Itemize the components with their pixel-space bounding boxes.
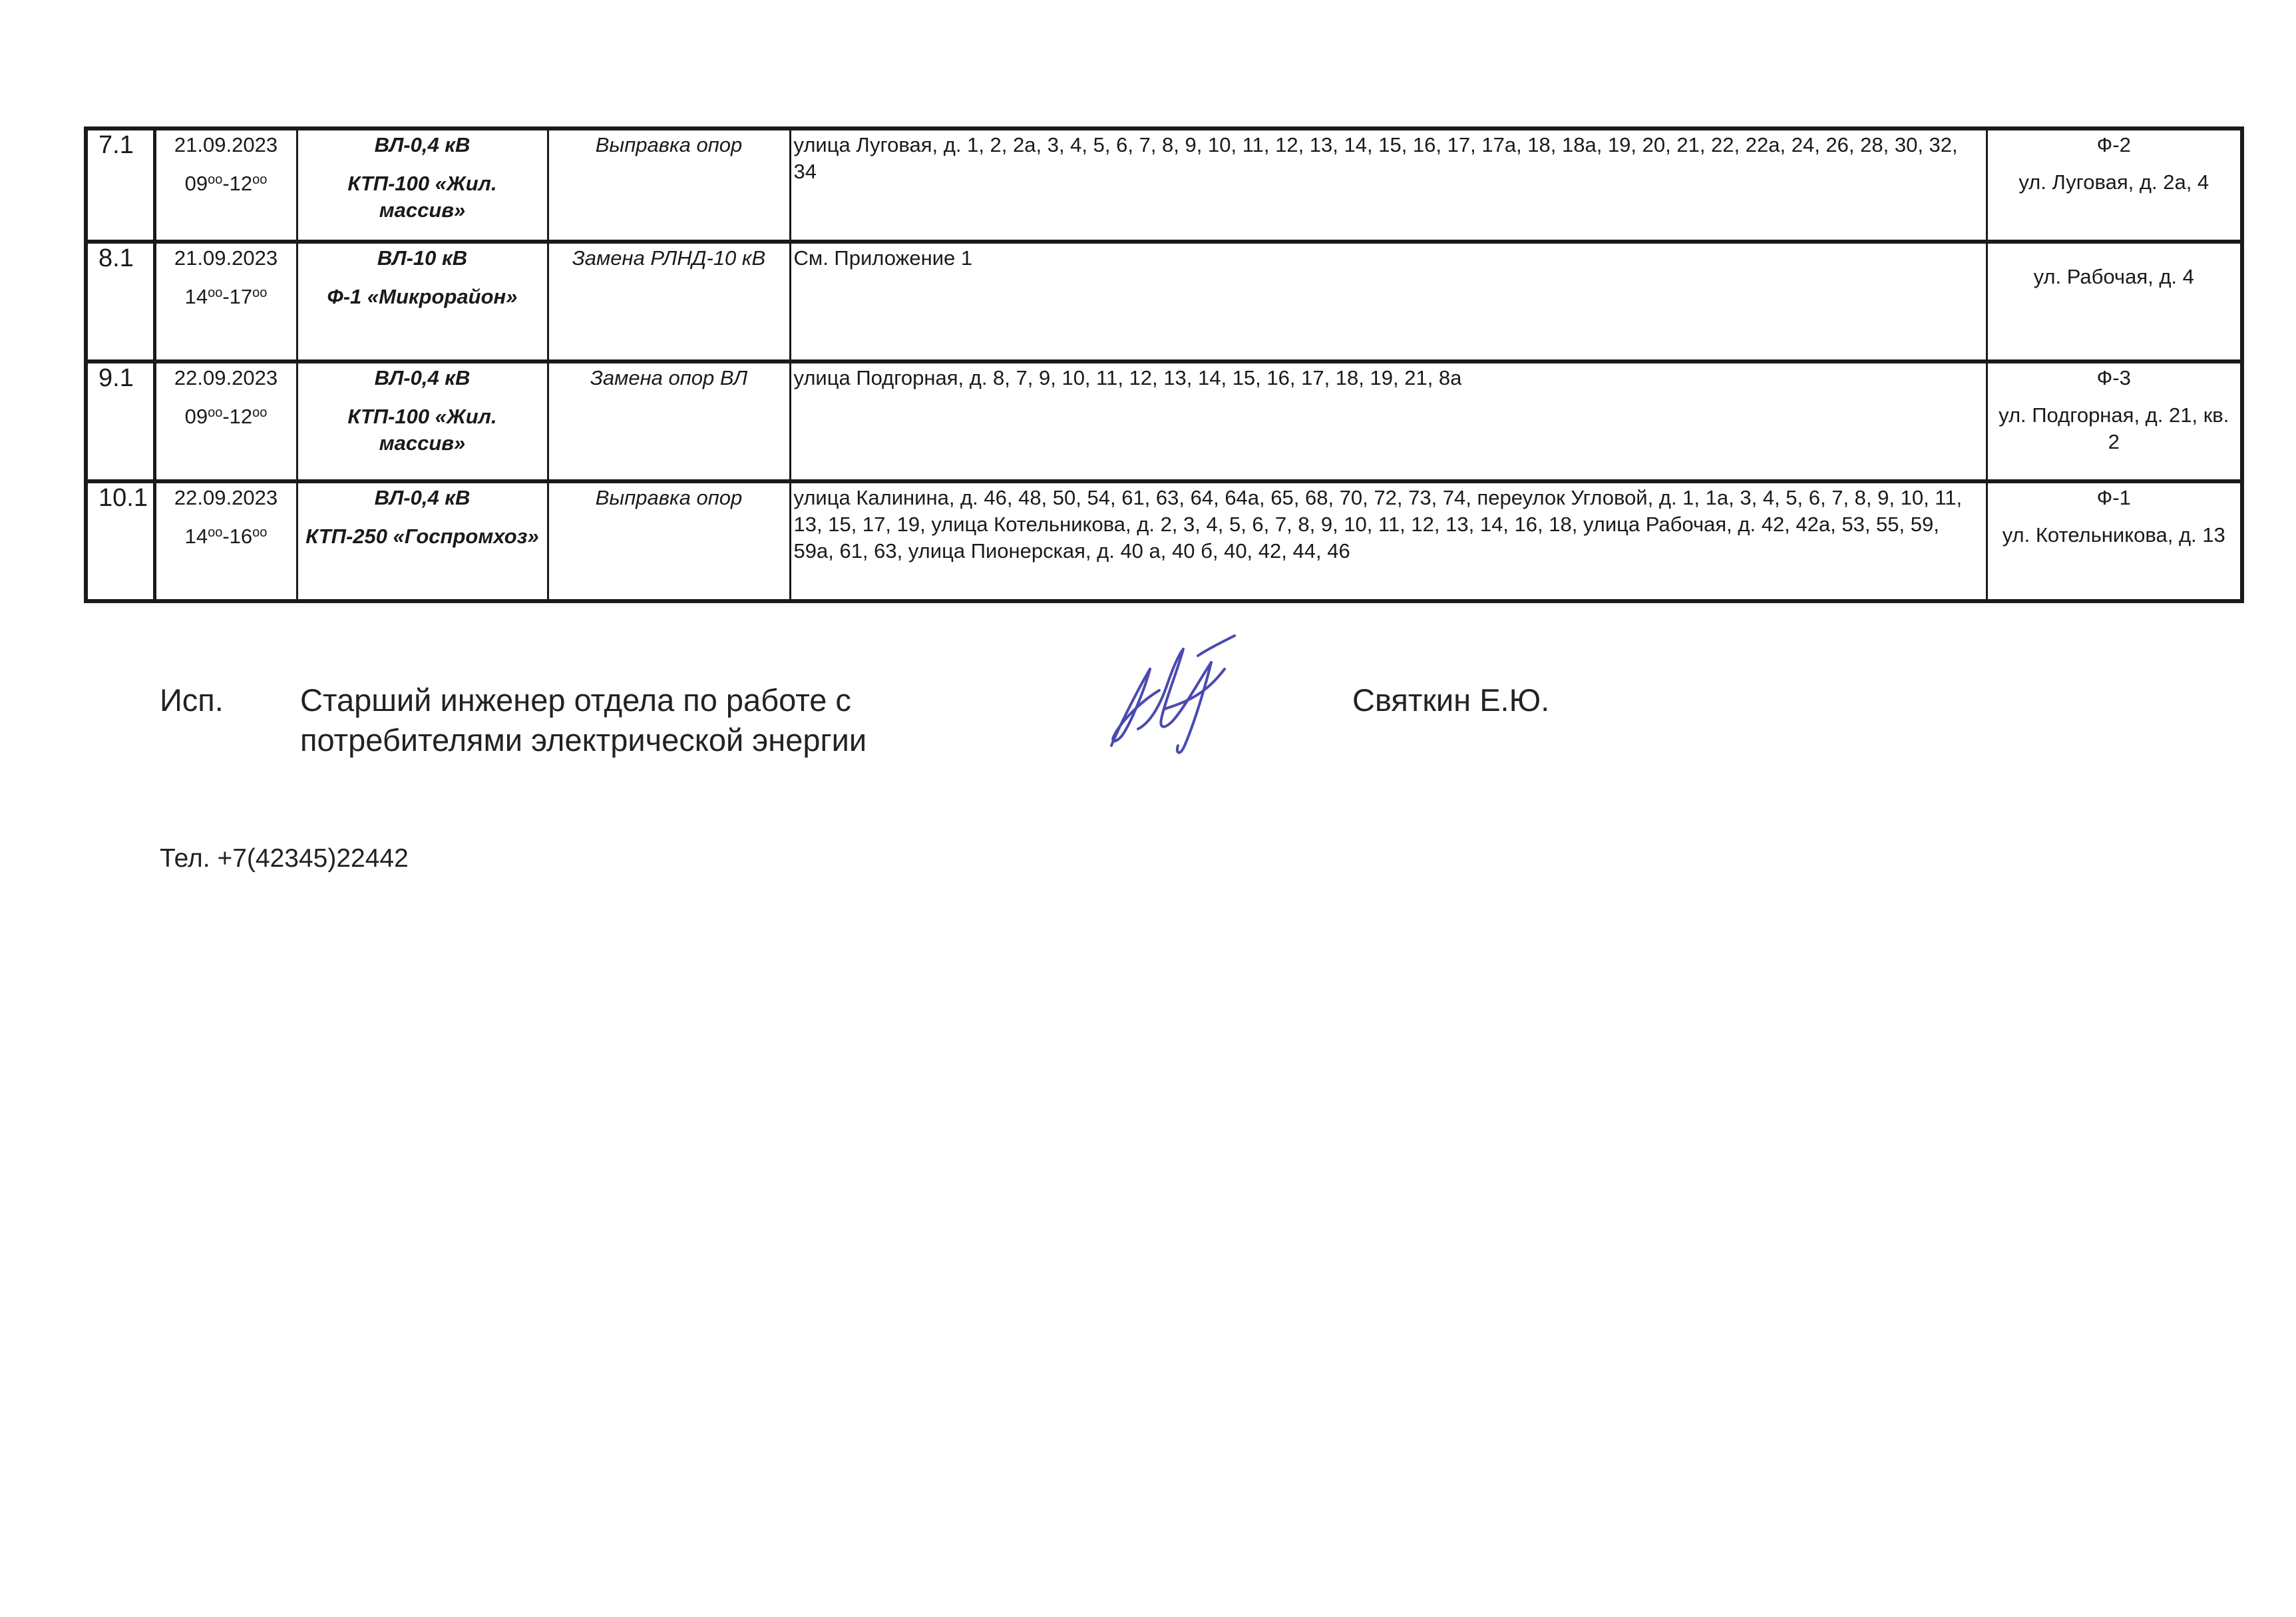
time-end-sup: оо: [252, 172, 268, 187]
time-end-sup: оо: [252, 286, 268, 300]
work-type: Выправка опор: [548, 128, 790, 242]
feeder-location: ул. Подгорная, д. 21, кв. 2: [1999, 403, 2229, 453]
time-end: 16: [229, 525, 253, 548]
executor-position: [300, 680, 966, 760]
position-line-1: Старший инженер отдела по работе с: [300, 682, 851, 718]
feeder-location: ул. Луговая, д. 2а, 4: [2018, 170, 2209, 194]
time-start-sup: оо: [208, 172, 223, 187]
power-line: ВЛ-0,4 кВ: [374, 486, 471, 509]
feeder-code: Ф-2: [2096, 133, 2131, 156]
feeder-cell: [1987, 128, 2242, 242]
address-list: улица Подгорная, д. 8, 7, 9, 10, 11, 12, 13, 14, 15, 16, 17, 18, 19, 21, 8а: [790, 361, 1987, 481]
time-start: 09: [184, 172, 208, 195]
date-time-cell: 21.09.2023 $09^{оо}-12^{оо}$: [154, 128, 297, 242]
time-end-sup: оо: [252, 525, 268, 540]
address-list: улица Калинина, д. 46, 48, 50, 54, 61, 63, 64, 64а, 65, 68, 70, 72, 73, 74, переулок Угловой, д. 1, 1а, 3, 4, 5, 6, 7, 8, 9, 10, 11, 13, 15, 17, 19, улица Котельникова, д. 2, 3, 4, 5, 6, 7, 8, 9, 10, 11, 12, 13, 14, 16, 18, улица Рабочая, д. 42, 42а, 53, 55, 59, 59а, 61, 63, улица Пионерская, д. 40 а, 40 б, 40, 42, 44, 46: [790, 481, 1987, 601]
time-start-sup: оо: [208, 405, 223, 420]
substation: КТП-100 «Жил. массив»: [347, 172, 497, 222]
executor-label: Исп.: [160, 682, 224, 718]
feeder-cell: [1987, 361, 2242, 481]
executor-name: Святкин Е.Ю.: [1352, 682, 1550, 718]
row-number: 9.1: [86, 361, 154, 481]
table-row: [86, 128, 2242, 242]
outage-schedule-table: [84, 126, 2244, 603]
handwritten-signature: [1098, 629, 1271, 762]
feeder-code: Ф-3: [2096, 366, 2131, 389]
row-number: 8.1: [86, 242, 154, 361]
contact-phone: Тел. +7(42345)22442: [160, 844, 409, 873]
table-row: [86, 481, 2242, 601]
address-list: См. Приложение 1: [790, 242, 1987, 361]
object-cell: [297, 481, 548, 601]
time-start-sup: оо: [208, 286, 223, 300]
time-start: 14: [184, 285, 208, 308]
time-end: 12: [229, 405, 253, 428]
time-start-sup: оо: [208, 525, 223, 540]
substation: Ф-1 «Микрорайон»: [327, 285, 518, 308]
date-time-cell: 22.09.2023 $09^{оо}-12^{оо}$: [154, 361, 297, 481]
work-type: Выправка опор: [548, 481, 790, 601]
row-number: 10.1: [86, 481, 154, 601]
feeder-location: ул. Котельникова, д. 13: [2002, 523, 2225, 547]
feeder-cell: [1987, 242, 2242, 361]
work-date: 21.09.2023: [174, 246, 278, 270]
position-line-2: потребителями электрической энергии: [300, 722, 867, 758]
time-start: 14: [184, 525, 208, 548]
substation: КТП-250 «Госпромхоз»: [305, 525, 539, 548]
time-end: 17: [229, 285, 253, 308]
object-cell: [297, 242, 548, 361]
time-start: 09: [184, 405, 208, 428]
work-date: 22.09.2023: [174, 486, 278, 509]
work-type: Замена РЛНД-10 кВ: [548, 242, 790, 361]
date-time-cell: 22.09.2023 $14^{оо}-16^{оо}$: [154, 481, 297, 601]
object-cell: [297, 128, 548, 242]
work-type: Замена опор ВЛ: [548, 361, 790, 481]
power-line: ВЛ-0,4 кВ: [374, 366, 471, 389]
time-end: 12: [229, 172, 253, 195]
address-list: улица Луговая, д. 1, 2, 2а, 3, 4, 5, 6, 7, 8, 9, 10, 11, 12, 13, 14, 15, 16, 17, 17а, 18, 18а, 19, 20, 21, 22, 22а, 24, 26, 28, 30, 32, 34: [790, 128, 1987, 242]
feeder-cell: [1987, 481, 2242, 601]
date-time-cell: 21.09.2023 $14^{оо}-17^{оо}$: [154, 242, 297, 361]
table-row: [86, 361, 2242, 481]
feeder-location: ул. Рабочая, д. 4: [2033, 265, 2194, 288]
power-line: ВЛ-10 кВ: [377, 246, 468, 270]
substation: КТП-100 «Жил. массив»: [347, 405, 497, 455]
row-number: 7.1: [86, 128, 154, 242]
feeder-code: Ф-1: [2096, 486, 2131, 509]
table-row: [86, 242, 2242, 361]
time-end-sup: оо: [252, 405, 268, 420]
work-date: 21.09.2023: [174, 133, 278, 156]
object-cell: [297, 361, 548, 481]
power-line: ВЛ-0,4 кВ: [374, 133, 471, 156]
work-date: 22.09.2023: [174, 366, 278, 389]
